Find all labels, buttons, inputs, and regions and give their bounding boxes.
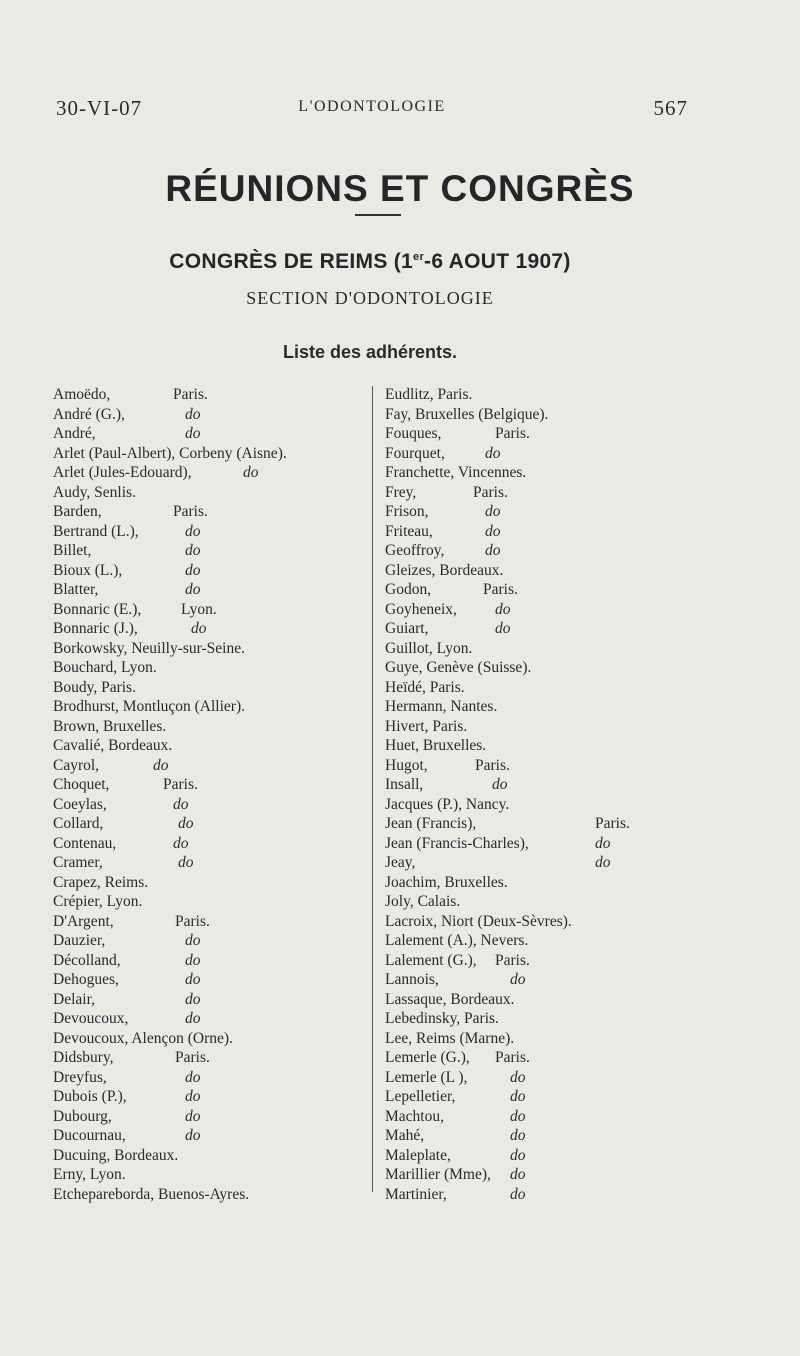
member-name: Dehogues, — [53, 971, 119, 988]
ditto-mark: do — [185, 990, 201, 1008]
ditto-mark: do — [185, 425, 201, 442]
member-name: Ducuing, Bordeaux. — [53, 1146, 179, 1164]
member-entry — [385, 1146, 700, 1166]
member-entry — [53, 697, 368, 717]
ditto-mark: do — [178, 854, 194, 871]
member-name: Lannois, — [385, 971, 439, 988]
member-entry — [385, 1029, 700, 1049]
ditto-mark: do — [495, 620, 511, 637]
member-name: Jean (Francis), — [385, 815, 477, 832]
congress-title-end: -6 AOUT 1907) — [424, 250, 571, 273]
member-entry — [385, 561, 700, 581]
member-entry — [385, 931, 700, 951]
member-name: Borkowsky, Neuilly-sur-Seine. — [53, 639, 245, 657]
member-name: Crépier, Lyon. — [53, 893, 143, 910]
member-entry — [385, 405, 700, 425]
member-entry — [53, 1146, 368, 1166]
member-name: Lalement (G.), — [385, 951, 477, 969]
member-entry — [53, 600, 368, 620]
member-name: Dauzier, — [53, 932, 106, 949]
member-city: Paris. — [173, 503, 208, 520]
member-name: Lacroix, Niort (Deux-Sèvres). — [385, 912, 572, 930]
member-name: Billet, — [53, 542, 92, 559]
member-entry — [385, 600, 700, 620]
member-name: Cayrol, — [53, 756, 100, 774]
member-name: Décolland, — [53, 951, 121, 969]
member-name: Friteau, — [385, 522, 433, 540]
member-name: Marillier (Mme), — [385, 1166, 491, 1183]
ditto-mark: do — [485, 444, 501, 462]
member-entry — [385, 814, 700, 834]
member-entry — [385, 444, 700, 464]
member-name: Gleizes, Bordeaux. — [385, 561, 504, 579]
member-name: Lepelletier, — [385, 1088, 456, 1105]
member-name: Hivert, Paris. — [385, 717, 468, 735]
congress-title-start: CONGRÈS DE REIMS (1 — [169, 250, 414, 273]
member-city: Paris. — [175, 1049, 210, 1066]
member-name: Joly, Calais. — [385, 893, 461, 910]
member-name: Devoucoux, Alençon (Orne). — [53, 1029, 233, 1047]
member-entry — [53, 951, 368, 971]
member-name: Joachim, Bruxelles. — [385, 873, 508, 891]
member-entry — [53, 1087, 368, 1107]
member-entry — [53, 619, 368, 639]
ditto-mark: do — [495, 600, 511, 618]
member-entry — [53, 892, 368, 912]
member-name: Huet, Bruxelles. — [385, 737, 487, 754]
member-entry — [53, 814, 368, 834]
member-name: Fourquet, — [385, 444, 445, 462]
member-name: Jean (Francis-Charles), — [385, 834, 529, 852]
member-entry — [385, 463, 700, 483]
member-name: Cavalié, Bordeaux. — [53, 737, 173, 754]
member-name: Brodhurst, Montluçon (Allier). — [53, 698, 246, 715]
member-name: Delair, — [53, 990, 95, 1008]
member-entry — [385, 639, 700, 659]
main-title: RÉUNIONS ET CONGRÈS — [165, 168, 635, 209]
member-name: Lalement (A.), Nevers. — [385, 932, 529, 949]
ditto-mark: do — [185, 932, 201, 949]
ditto-mark: do — [485, 542, 501, 559]
member-name: Lemerle (L ), — [385, 1068, 468, 1086]
ditto-mark: do — [185, 1010, 201, 1027]
member-entry — [385, 1165, 700, 1185]
member-entry — [385, 678, 700, 698]
ditto-mark: do — [510, 1068, 526, 1086]
member-entry — [385, 424, 700, 444]
member-entry — [53, 853, 368, 873]
ditto-mark: do — [185, 522, 201, 540]
ditto-mark: do — [185, 1068, 201, 1086]
member-name: Jacques (P.), Nancy. — [385, 795, 510, 813]
member-entry — [385, 756, 700, 776]
member-name: Insall, — [385, 776, 424, 793]
member-name: Choquet, — [53, 776, 110, 793]
member-entry — [53, 756, 368, 776]
section-title: SECTION D'ODONTOLOGIE — [246, 288, 494, 308]
member-name: Fouques, — [385, 425, 442, 442]
ditto-mark: do — [595, 854, 611, 871]
ditto-mark: do — [185, 971, 201, 988]
member-entry — [385, 1185, 700, 1205]
member-entry — [53, 678, 368, 698]
member-entry — [385, 775, 700, 795]
member-name: Arlet (Jules-Edouard), — [53, 464, 192, 481]
member-name: Guye, Genève (Suisse). — [385, 659, 532, 676]
member-entry — [53, 405, 368, 425]
member-name: Cramer, — [53, 854, 103, 871]
member-name: Godon, — [385, 581, 432, 598]
member-name: Contenau, — [53, 834, 117, 852]
member-entry — [385, 658, 700, 678]
column-divider — [372, 386, 373, 1192]
issue-date: 30-VI-07 — [56, 96, 143, 120]
ditto-mark: do — [178, 815, 194, 832]
member-entry — [53, 795, 368, 815]
member-entry — [53, 1068, 368, 1088]
member-entry — [53, 561, 368, 581]
member-name: Jeay, — [385, 854, 416, 871]
member-entry — [53, 639, 368, 659]
ditto-mark: do — [510, 1107, 526, 1125]
ditto-mark: do — [510, 1088, 526, 1105]
member-entry — [53, 424, 368, 444]
member-entry — [53, 1009, 368, 1029]
member-name: Bertrand (L.), — [53, 522, 139, 540]
ditto-mark: do — [595, 834, 611, 852]
member-entry — [385, 1087, 700, 1107]
member-entry — [53, 834, 368, 854]
member-name: André, — [53, 425, 96, 442]
member-entry — [385, 1009, 700, 1029]
journal-name: L'ODONTOLOGIE — [298, 98, 446, 115]
member-entry — [385, 990, 700, 1010]
ditto-mark: do — [485, 503, 501, 520]
member-city: Lyon. — [181, 600, 217, 618]
member-name: Blatter, — [53, 581, 99, 598]
member-name: Bonnaric (E.), — [53, 600, 142, 618]
member-name: Arlet (Paul-Albert), Corbeny (Aisne). — [53, 444, 287, 462]
member-name: Frey, — [385, 483, 417, 501]
member-city: Paris. — [475, 756, 510, 774]
ditto-mark: do — [510, 971, 526, 988]
member-entry — [53, 463, 368, 483]
ditto-mark: do — [173, 795, 189, 813]
member-entry — [385, 1068, 700, 1088]
member-entry — [385, 1126, 700, 1146]
member-name: Collard, — [53, 815, 104, 832]
member-name: Erny, Lyon. — [53, 1166, 126, 1183]
ditto-mark: do — [510, 1185, 526, 1203]
member-entry — [385, 736, 700, 756]
member-entry — [53, 522, 368, 542]
member-name: Barden, — [53, 503, 102, 520]
member-name: Fay, Bruxelles (Belgique). — [385, 405, 549, 423]
member-entry — [53, 483, 368, 503]
member-name: Dubois (P.), — [53, 1088, 127, 1105]
members-column-right — [385, 385, 700, 1204]
ditto-mark: do — [185, 542, 201, 559]
ditto-mark: do — [492, 776, 508, 793]
member-name: Martinier, — [385, 1185, 447, 1203]
ditto-mark: do — [173, 834, 189, 852]
member-entry — [385, 580, 700, 600]
member-entry — [385, 483, 700, 503]
ditto-mark: do — [153, 756, 169, 774]
member-entry — [53, 1107, 368, 1127]
ditto-mark: do — [191, 620, 207, 637]
ditto-mark: do — [185, 1088, 201, 1105]
member-entry — [53, 1165, 368, 1185]
member-name: Bonnaric (J.), — [53, 620, 138, 637]
member-city: Paris. — [163, 776, 198, 793]
member-entry — [385, 385, 700, 405]
ditto-mark: do — [185, 1107, 201, 1125]
member-entry — [385, 697, 700, 717]
member-name: Boudy, Paris. — [53, 678, 136, 696]
member-entry — [385, 1048, 700, 1068]
member-entry — [53, 658, 368, 678]
ditto-mark: do — [185, 405, 201, 423]
member-entry — [53, 990, 368, 1010]
member-name: Guiart, — [385, 620, 429, 637]
member-entry — [53, 580, 368, 600]
member-city: Paris. — [495, 425, 530, 442]
member-name: Lee, Reims (Marne). — [385, 1029, 515, 1047]
congress-title — [0, 250, 740, 274]
member-name: Crapez, Reims. — [53, 873, 149, 891]
member-entry — [53, 444, 368, 464]
member-name: Heïdé, Paris. — [385, 678, 465, 696]
member-entry — [53, 385, 368, 405]
member-entry — [385, 717, 700, 737]
member-city: Paris. — [473, 483, 508, 501]
member-entry — [385, 502, 700, 522]
member-name: Amoëdo, — [53, 386, 111, 403]
ditto-mark: do — [510, 1127, 526, 1144]
member-entry — [53, 1048, 368, 1068]
member-name: Didsbury, — [53, 1049, 114, 1066]
member-name: Bioux (L.), — [53, 561, 123, 579]
ditto-mark: do — [510, 1146, 526, 1164]
member-city: Paris. — [495, 951, 530, 969]
running-header — [56, 96, 688, 124]
ditto-mark: do — [185, 561, 201, 579]
member-entry — [385, 912, 700, 932]
member-entry — [53, 775, 368, 795]
member-entry — [53, 912, 368, 932]
member-city: Paris. — [173, 386, 208, 403]
member-name: Lebedinsky, Paris. — [385, 1010, 499, 1027]
member-entry — [53, 736, 368, 756]
member-entry — [53, 717, 368, 737]
member-name: Lemerle (G.), — [385, 1049, 470, 1066]
ditto-mark: do — [510, 1166, 526, 1183]
member-name: Brown, Bruxelles. — [53, 717, 167, 735]
member-entry — [53, 1029, 368, 1049]
member-city: Paris. — [175, 912, 210, 930]
member-name: Machtou, — [385, 1107, 444, 1125]
members-column-left — [53, 385, 368, 1204]
member-entry — [385, 522, 700, 542]
member-entry — [53, 931, 368, 951]
page-number: 567 — [653, 96, 688, 120]
member-entry — [53, 1185, 368, 1205]
ditto-mark: do — [485, 522, 501, 540]
member-name: Goyheneix, — [385, 600, 457, 618]
member-name: Guillot, Lyon. — [385, 639, 473, 657]
ditto-mark: do — [185, 581, 201, 598]
congress-title-superscript: er — [413, 251, 425, 263]
member-entry — [385, 853, 700, 873]
member-entry — [53, 1126, 368, 1146]
member-entry — [385, 619, 700, 639]
member-entry — [53, 541, 368, 561]
member-entry — [385, 834, 700, 854]
member-entry — [53, 873, 368, 893]
member-name: Frison, — [385, 503, 429, 520]
ditto-mark: do — [243, 464, 259, 481]
member-city: Paris. — [495, 1049, 530, 1066]
member-name: Devoucoux, — [53, 1010, 129, 1027]
member-entry — [385, 873, 700, 893]
member-name: Franchette, Vincennes. — [385, 464, 527, 481]
member-name: Hugot, — [385, 756, 428, 774]
member-entry — [385, 951, 700, 971]
member-name: Hermann, Nantes. — [385, 698, 498, 715]
member-name: Audy, Senlis. — [53, 483, 136, 501]
member-name: Eudlitz, Paris. — [385, 386, 473, 403]
member-name: D'Argent, — [53, 912, 114, 930]
member-name: Bouchard, Lyon. — [53, 659, 157, 676]
member-entry — [385, 970, 700, 990]
ditto-mark: do — [185, 1127, 201, 1144]
member-entry — [385, 1107, 700, 1127]
member-name: Coeylas, — [53, 795, 107, 813]
member-entry — [53, 502, 368, 522]
member-name: Maleplate, — [385, 1146, 451, 1164]
member-entry — [385, 795, 700, 815]
member-city: Paris. — [483, 581, 518, 598]
member-name: Etchepareborda, Buenos-Ayres. — [53, 1185, 250, 1203]
member-city: Paris. — [595, 815, 630, 832]
member-name: André (G.), — [53, 405, 125, 423]
member-name: Lassaque, Bordeaux. — [385, 990, 515, 1008]
list-title: Liste des adhérents. — [282, 342, 458, 362]
member-name: Mahé, — [385, 1127, 425, 1144]
member-name: Dreyfus, — [53, 1068, 107, 1086]
member-entry — [385, 892, 700, 912]
ditto-mark: do — [185, 951, 201, 969]
member-name: Dubourg, — [53, 1107, 112, 1125]
member-name: Ducournau, — [53, 1127, 126, 1144]
member-name: Geoffroy, — [385, 542, 445, 559]
member-entry — [385, 541, 700, 561]
title-divider — [355, 214, 401, 216]
member-entry — [53, 970, 368, 990]
